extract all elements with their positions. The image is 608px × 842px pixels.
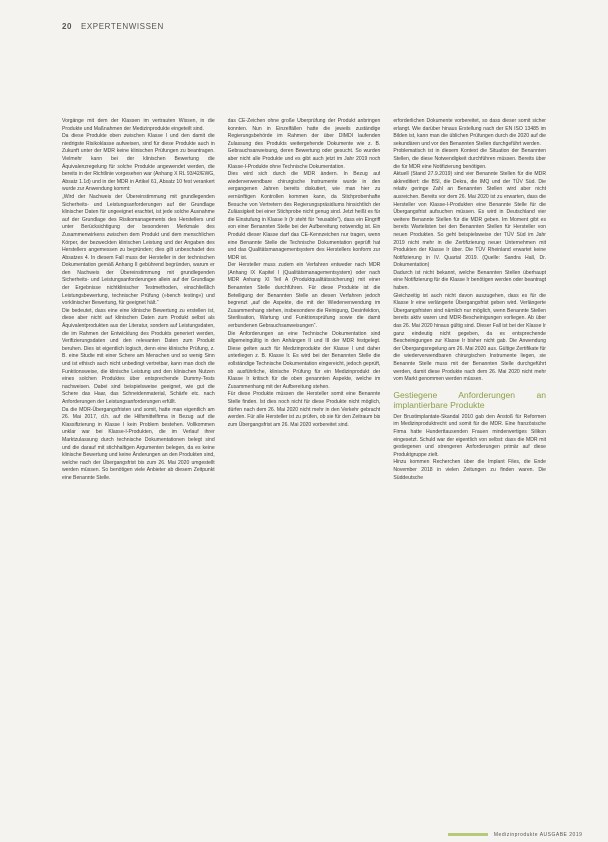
paragraph: Der Hersteller muss zudem ein Verfahren entweder nach MDR (Anhang IX Kapitel I (Qualitätsmanagementsystem) oder nach MDR Anhang XI Teil A (Produktqualitätssicherung) mit einer Benannten Stelle durchführen. Für diese Produkte ist die Beteiligung der Benannten Stelle an diesen Verfahren jedoch begrenzt „auf die Aspekte, die mit der Wiederverwendung im Zusammenhang stehen, insbesondere die Reinigung, Desinfektion, Sterilisation, Wartung und Funktionsprüfung sowie die damit verbundenen Gebrauchsanweisungen“. <box>227 262 381 330</box>
paragraph: Dadurch ist nicht bekannt, welche Benannten Stellen überhaupt eine Notifizierung für die Klasse Ir benötigen werden oder beantragt haben. <box>393 269 547 292</box>
column-3 <box>393 118 546 818</box>
running-head <box>62 22 164 31</box>
paragraph: Der Brustimplantate-Skandal 2010 gab den Anstoß für Reformen im Medizinproduktrecht und somit für die MDR. Eine französische Firma hatte Hunderttausenden Frauen minderwertiges Silikon eingesetzt. Schuld war der eigentlich von selbst: dass die MDR mit gestiegenen und strengeren Anforderungen primär auf diese Produktgruppe zielt. <box>393 413 547 458</box>
paragraph: Gleichzeitig ist auch nicht davon auszugehen, dass es für die Klasse Ir eine verlängerte Übergangsfrist geben wird. Verlängerte Übergangsfristen sind nämlich nur möglich, wenn Benannte Stellen bereits aktiv waren und MDR-Bescheinigungen vorliegen. Ab über das 26. Mai 2020 hinaus gültig sind. Dieser Fall ist bei der Klasse Ir ganz eindeutig nicht gegeben, da es entsprechende Bescheinigungen zur Klasse Ir bisher nicht gab. Die Anwendung der Übergangsregelung am 26. Mai 2020 aus. Gültige Zertifikate für die wiederverwendbaren chirurgischen Instrumente liegen, sie Benannte Stelle muss mit der Benannten Stelle durchgeführt werden, damit diese Produkte nach dem 26. Mai 2020 nicht mehr vom Markt genommen werden müssen. <box>393 292 547 383</box>
paragraph: Aktuell (Stand 27.9.2019) sind vier Benannte Stellen für die MDR akkreditiert: die BSI, die Dekra, die IMQ und der TÜV Süd. Die relativ geringe Zahl an Benannten Stellen wird aber nicht ausreichen. Bereits vor dem 26. Mai 2020 ist zu erwarten, dass die Hersteller von Klasse-I-Produkten eine Benannte Stelle für die Übergangsfrist aufsuchen müssen. Es wird in Deutschland vier weitere Benannte Stellen für die MDR geben. Im Moment gibt es bereits Wartelisten bei den Benannten Stellen für Hersteller von neuen Produkten. So geht beispielsweise der TÜV Süd im Jahr 2019 nicht mehr in die Zertifizierung neuer Unternehmen mit Produkten der Klasse Ir über. Die TÜV Rheinland erwartet keine Notifizierung in IV. Quartal 2019. (Quelle: Sandra Hall, Dr. Dokumentation) <box>393 171 547 269</box>
section-title: EXPERTENWISSEN <box>80 22 164 31</box>
paragraph: Für diese Produkte müssen die Hersteller somit eine Benannte Stelle finden. Ist dies noch nicht für diese Produkte nicht möglich, dürfen nach dem 26. Mai 2020 nicht mehr in den Verkehr gebracht werden. Für alle Hersteller ist zu prüfen, ob sie für den Zeitraum bis zum Übergangsfrist am 26. Mai 2020 vorbereitet sind. <box>227 391 381 428</box>
paragraph: Vorgänge mit dem der Klassen im vertrauten Wissen, in die Produkte und Maßnahmen der Medizinprodukte eingeteilt sind. <box>62 118 215 132</box>
quote-paragraph: „Wird der Nachweis der Übereinstimmung mit grundlegenden Sicherheits- und Leistungsanforderungen auf der Grundlage klinischer Daten für ungeeignet erachtet, ist jede solche Ausnahme auf der Grundlage des Risikomanagements des Herstellers und unter Berücksichtigung der besonderen Merkmale des Zusammenwirkens zwischen dem Produkt und dem menschlichen Körper, der bezweckten klinischen Leistung und der Angaben des Herstellers angemessen zu begründen; dies gilt unbeschadet des Absatzes 4. In diesem Fall muss der Hersteller in der technischen Dokumentation gemäß Anhang II gebührend begründen, warum er den Nachweis der Übereinstimmung mit grundlegenden Sicherheits- und Leistungsanforderungen allein auf der Grundlage der Ergebnisse nichtklinischer Testmethoden, einschließlich Leistungsbewertung, technischer Prüfung (»bench testing«) und vorklinischer Bewertung, für geeignet hält.“ <box>62 193 215 307</box>
column-2 <box>228 118 381 818</box>
article-body <box>62 118 546 818</box>
section-heading: Gestiegene Anforderungen an implantierbare Produkte <box>393 389 547 410</box>
page-number: 20 <box>62 22 73 31</box>
footer-magazine: Medizinprodukte <box>493 832 539 838</box>
column-1 <box>62 118 215 818</box>
footer-accent-bar <box>448 833 488 836</box>
paragraph: Hinzu kommen Recherchen über die Implant Files, die Ende November 2018 in vielen Zeitungen zu finden waren. Die Süddeutsche <box>393 459 547 481</box>
paragraph: Problematisch ist in diesem Kontext die Situation der Benannten Stellen, die diese Notwendigkeit durchführen müssen. Bereits über die für MDR eine Notifizierung benötigen. <box>393 148 547 170</box>
page-footer <box>448 832 582 838</box>
paragraph: Die bedeutet, dass eine eine klinische Bewertung zu erstellen ist, diese aber nicht auf klinischen Daten zum Produkt selbst als Äquivalentprodukten aus der Literatur, sondern auf Leistungsdaten, die im Rahmen der Entwicklung des Produkts generiert werden, Verifizierungsdaten und den relevanten Daten zum Produkt beruhen. Dies ist eigentlich logisch, denn eine klinische Prüfung, z. B. eine Studie mit einer Schere am Menschen und so wenig Sinn und ist ethisch auch nicht unbedingt vertretbar, kann man doch die Funktionsweise, die klinische Leistung und den klinischen Nutzen eines solchen Produktes über entsprechende Dummy-Tests nachweisen. Dabei sind beispielsweise geeignet, wie gut die Schere das Haar, das Schneidenmaterial, Schärfe etc. nach Anforderungen der Leistungsanforderungen erfüllt. <box>62 307 215 405</box>
paragraph: Dies wird sich durch die MDR ändern. In Bezug auf wiederverwendbare chirurgische Instrumente wurde in den vergangenen Jahren bereits diskutiert, wie man hier zu vernünftigen Kontrollen kommen kann, da Stichprobenhafte Besuche von Vertretern des Regierungspräsidiums hinsichtlich der Zulässigkeit bei einer Stichprobe nicht genug sind. Jetzt heißt es für die Einstufung in Klasse Ir (Ir steht für "reusable"), dass ein Eingriff von einer Benannten Stelle bei der Aufbereitung notwendig ist. Ein Produkt dieser Klasse darf das CE-Kennzeichen nur tragen, wenn eine Benannte Stelle die Technische Dokumentation geprüft hat und das Qualitätsmanagementsystem des Herstellers konform zur MDR ist. <box>227 171 381 261</box>
footer-issue: AUSGABE 2019 <box>539 832 583 838</box>
paragraph: erforderlichen Dokumente vorbereitet, so dass dieser somit sicher erlangt. Wie darüber hinaus Erstellung nach der EN ISO 13485 im Bilden ist, kann man die üblichen Prüfungen durch die 2020 auf die sekundären und vor den Benannten Stellen durchgeführt werden. <box>393 118 547 147</box>
paragraph: Die Anforderungen an eine Technische Dokumentation sind allgemeingültig in den Anhängen II und III der MDR festgelegt. Diese gelten auch für Medizinprodukte der Klasse I und daher unterliegen z. B. Klasse Ir. Es wird bei der Benannten Stelle die vollständige Technische Dokumentation eingereicht, jedoch geprüft, ob ausführliche, klinische Prüfung für ein Medizinprodukt der Klasse Ir kritisch für die oben genannten Aspekte, welche im Zusammenhang mit der Aufbereitung stehen. <box>227 330 381 390</box>
paragraph: Da diese Produkte oben zwischen Klasse I und den damit die niedrigste Risikoklasse aufweisen, sind für diese Produkte auch in Zukunft unter der MDR keine klinischen Prüfungen zu beantragen. Vielmehr kann bei der klinischen Bewertung die Äquivalenzregelung für solche Produkte angewendet werden, die bereits in der Richtlinie vorgesehen war (Anhang X RL 93/42/EWG, Absatz 1.1d) und in der MDR in Artikel 61, Absatz 10 fest verankert wurde zur Anwendung kommt: <box>62 133 215 193</box>
paragraph: das CE-Zeichen ohne große Überprüfung der Produkt anbringen konnten. Nun in Einzelfällen hatte die jeweils zuständige Regierungsbehörde im Rahmen der über DIMDI laufenden Zulassung des Produkts weitergehende Dokumente wie z. B. Gebrauchsanweisung, deren Bewertung oder gesucht. So wurden aber nicht alle Produkte und es gibt auch jetzt im Jahr 2019 noch Klasse-I-Produkte ohne Technische Dokumentation. <box>227 118 381 170</box>
paragraph: Da die MDR-Übergangsfristen und somit, hatte man eigentlich am 26. Mai 2017, d.h. auf die Hilfsmittelfirma in Bezug auf die Klassifizierung in Klasse I kein Problem bestehen. Vollkommen unklar war bei Klasse-I-Produkten, die im Verlauf ihrer Marktzulassung durch technische Dokumentationen belegt sind und die darauf mit stichhaltigen Argumenten belegen, da es keine klinische Bewertung und keine Änderungen an den Produkten sind, welche nach der Übergangsfrist bis zum 26. Mai 2020 umgestellt werden müssen. So benötigen viele Anbieter ab diesem Zeitpunkt eine Benannte Stelle. <box>62 406 215 481</box>
